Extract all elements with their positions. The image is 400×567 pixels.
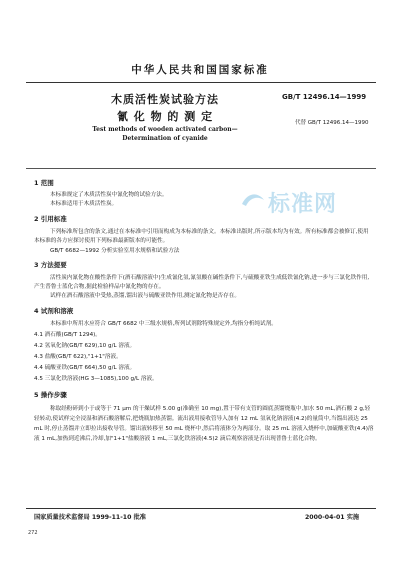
section-2-para: 下列标准所包含的条文,通过在本标准中引用而构成为本标准的条文。本标准出版时,所示版本均为有效。所有标准都会被修订,使用本标准的各方应探讨使用下列标准最新版本的可能性。 <box>34 229 369 244</box>
section-5-heading: 5 操作步骤 <box>34 391 67 399</box>
section-1-heading: 1 范围 <box>34 179 54 187</box>
footer-rule <box>26 508 376 509</box>
section-4-intro: 本标准中所用水应符合 GB/T 6682 中三级水规格,所列试剂除特殊规定外,均指分析纯试剂。 <box>50 321 277 327</box>
watermark: 标准网 <box>268 192 338 217</box>
section-2-heading: 2 引用标准 <box>34 215 67 223</box>
title-en-line1: Test methods of wooden activated carbon— <box>92 126 238 133</box>
page-number: 272 <box>28 530 38 536</box>
section-4-item-1: 4.1 酒石酸(GB/T 1294)。 <box>34 332 101 338</box>
title-en-line2: Determination of cyanide <box>122 135 208 142</box>
section-4-item-2: 4.2 氢氧化钠(GB/T 629),10 g/L 溶液。 <box>34 343 136 349</box>
section-1-line1: 本标准规定了木质活性炭中氰化物的试验方法。 <box>50 192 168 198</box>
implementation-date: 2000-04-01 实施 <box>305 514 360 521</box>
section-5-para: 称取经粉碎到小于或等于 71 μm 的干燥试样 5.00 g(准确至 10 mg),置于带有支管的圆底蒸馏烧瓶中,加水 50 mL,酒石酸 2 g,轻轻转动,使试样完全浸湿和酒石酸溶解后,把烧瓶加热蒸馏。流出液用接收管导入加有 12 mL 氢氧化钠溶液(4.2)的量筒中,当馏出液达 25 mL 时,停止蒸馏并立即拉出接收导管。馏出液转移至 50 mL 烧杯中,然后将液体分为两部分。取 25 mL 溶液入烧杯中,加硫酸亚铁(4.4)溶液 1 mL,加热到近沸后,冷却,加"1+1"盐酸溶液 1 mL,三氯化铁溶液(4.5)2 滴后观察溶液是否出现普鲁士蓝化合物。 <box>34 406 374 442</box>
section-2-ref: GB/T 6682—1992 分析实验室用水规格和试验方法 <box>50 248 180 254</box>
top-rule <box>26 82 376 83</box>
section-4-heading: 4 试剂和溶液 <box>34 307 74 315</box>
header-rule <box>26 168 376 169</box>
title-cn-line1: 木质活性炭试验方法 <box>111 93 219 106</box>
section-3-para2: 试样在酒石酸溶液中受热,蒸馏,馏出液与硫酸亚铁作用,测定氰化物是否存在。 <box>50 293 240 299</box>
section-4-item-3: 4.3 盐酸(GB/T 622),"1+1"溶液。 <box>34 354 122 360</box>
replaces-note: 代替 GB/T 12496.14—1990 <box>295 120 369 126</box>
section-4-item-5: 4.5 三氯化铁溶液(HG 3—1085),100 g/L 溶液。 <box>34 376 158 382</box>
standard-number: GB/T 12496.14—1999 <box>282 93 367 101</box>
section-4-item-4: 4.4 硫酸亚铁(GB/T 664),50 g/L 溶液。 <box>34 365 136 371</box>
section-1-line2: 本标准适用于木质活性炭。 <box>50 201 118 207</box>
approval-date: 国家质量技术监督局 1999-11-10 批准 <box>34 514 146 521</box>
standard-type: 中华人民共和国国家标准 <box>131 64 269 76</box>
section-3-para1: 活性炭内氰化物在酸性条件下(酒石酸溶液中)生成氰化氢,氰氢酸在碱性条件下,与硫酸亚铁生成低铁氰化钠,进一步与三氯化铁作用,产生普鲁士蓝化合物,据此检验样品中氰化物的存在。 <box>34 275 370 290</box>
section-3-heading: 3 方法提要 <box>34 261 67 269</box>
title-cn-line2: 氰 化 物 的 测 定 <box>116 110 214 123</box>
